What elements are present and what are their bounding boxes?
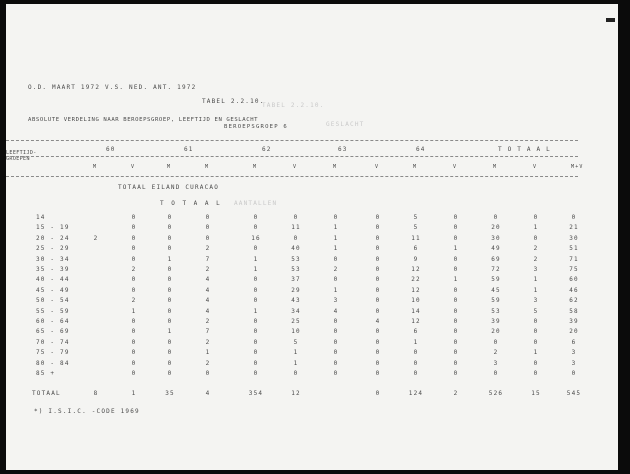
sub-header-11: V <box>533 164 538 170</box>
table-cell: 0 <box>533 359 539 367</box>
table-row <box>6 297 616 307</box>
totals-cell: 4 <box>205 390 211 397</box>
table-cell: 0 <box>131 370 137 377</box>
table-cell: 1 <box>167 328 173 336</box>
table-cell: 0 <box>131 276 137 284</box>
table-cell: 0 <box>333 214 339 221</box>
table-cell: 59 <box>491 276 501 284</box>
table-cell: 7 <box>205 328 211 336</box>
table-cell: 0 <box>533 328 539 336</box>
footnote: *) I.S.I.C. -CODE 1969 <box>34 408 140 415</box>
table-cell: 12 <box>411 266 421 273</box>
table-cell: 0 <box>375 370 381 377</box>
table-row <box>6 266 616 276</box>
table-cell: 0 <box>453 224 459 232</box>
totals-label: TOTAAL <box>32 390 61 397</box>
table-cell: 0 <box>571 370 577 377</box>
table-cell: 1 <box>453 245 459 253</box>
table-cell: 0 <box>413 349 419 357</box>
table-cell: 1 <box>533 276 539 284</box>
table-cell: 1 <box>167 255 173 263</box>
row-label: 45 - 49 <box>36 286 70 294</box>
row-label: 85 + <box>36 370 56 377</box>
table-cell: 59 <box>491 297 501 305</box>
table-cell: 0 <box>167 318 173 325</box>
table-cell: 71 <box>569 255 579 263</box>
table-cell: 0 <box>453 370 459 377</box>
table-cell: 0 <box>167 370 173 377</box>
table-cell: 58 <box>569 307 579 315</box>
row-label: 20 - 24 <box>36 234 70 242</box>
table-cell: 5 <box>293 338 299 346</box>
table-cell: 0 <box>453 359 459 367</box>
total-island-label: TOTAAL EILAND CURACAO <box>118 184 220 191</box>
table-cell: 3 <box>571 359 577 367</box>
totals-cell: 2 <box>453 390 459 397</box>
table-cell: 3 <box>533 297 539 305</box>
table-cell: 1 <box>293 359 299 367</box>
table-cell: 0 <box>205 234 211 242</box>
table-cell: 0 <box>375 255 381 263</box>
totals-cell: 545 <box>566 390 582 397</box>
table-cell: 0 <box>375 234 381 242</box>
table-cell: 0 <box>375 359 381 367</box>
table-cell: 0 <box>167 245 173 253</box>
table-cell: 5 <box>413 224 419 232</box>
table-cell: 0 <box>375 307 381 315</box>
table-cell: 4 <box>205 307 211 315</box>
table-cell: 12 <box>411 286 421 294</box>
table-cell: 0 <box>413 359 419 367</box>
table-cell: 0 <box>131 234 137 242</box>
table-cell: 29 <box>291 286 301 294</box>
table-cell: 0 <box>253 297 259 305</box>
table-cell: 1 <box>533 224 539 232</box>
table-cell: 3 <box>333 297 339 305</box>
table-cell: 5 <box>413 214 419 221</box>
totals-cell: 1 <box>131 390 137 397</box>
row-label-header-line2: GROEPEN <box>6 156 30 162</box>
table-cell: 2 <box>533 255 539 263</box>
header-rule-mid <box>6 156 578 157</box>
sub-header-7: V <box>375 164 380 170</box>
table-number-ghost: TABEL 2.2.10. <box>262 102 325 109</box>
table-cell: 16 <box>251 234 261 242</box>
scanned-page <box>6 4 618 470</box>
table-cell: 0 <box>571 214 577 221</box>
group-61: 61 <box>184 146 194 153</box>
table-cell: 0 <box>205 224 211 232</box>
table-cell: 0 <box>375 349 381 357</box>
table-cell: 0 <box>375 328 381 336</box>
table-cell: 3 <box>533 266 539 273</box>
table-cell: 0 <box>493 338 499 346</box>
table-cell: 0 <box>533 370 539 377</box>
table-cell: 1 <box>453 276 459 284</box>
table-cell: 11 <box>291 224 301 232</box>
table-cell: 0 <box>453 286 459 294</box>
table-cell: 0 <box>253 349 259 357</box>
table-cell: 0 <box>167 276 173 284</box>
table-cell: 60 <box>569 276 579 284</box>
totals-cell: 35 <box>165 390 175 397</box>
table-cell: 0 <box>167 214 173 221</box>
table-cell: 0 <box>413 370 419 377</box>
table-cell: 53 <box>291 266 301 273</box>
table-cell: 45 <box>491 286 501 294</box>
table-cell: 0 <box>131 224 137 232</box>
table-cell: 53 <box>491 307 501 315</box>
table-cell: 22 <box>411 276 421 284</box>
header-rule-top <box>6 140 578 141</box>
sub-header-9: V <box>453 164 458 170</box>
totals-cell: 0 <box>375 390 381 397</box>
table-cell: 0 <box>493 214 499 221</box>
table-title-ghost: GESLACHT <box>326 121 365 128</box>
table-cell: 4 <box>375 318 381 325</box>
section-ghost: AANTALLEN <box>234 200 278 207</box>
table-cell: 14 <box>411 307 421 315</box>
table-cell: 20 <box>491 328 501 336</box>
table-cell: 0 <box>333 349 339 357</box>
table-cell: 0 <box>333 338 339 346</box>
table-cell: 72 <box>491 266 501 273</box>
table-cell: 1 <box>205 349 211 357</box>
sub-header-0: M <box>93 164 98 170</box>
table-cell: 12 <box>411 318 421 325</box>
row-label: 80 - 84 <box>36 359 70 367</box>
table-subtitle: BEROEPSGROEP 6 <box>224 124 288 130</box>
table-cell: 0 <box>253 359 259 367</box>
table-cell: 0 <box>167 266 173 273</box>
row-label: 65 - 69 <box>36 328 70 336</box>
totals-cell: 8 <box>93 390 99 397</box>
table-cell: 5 <box>533 307 539 315</box>
table-cell: 0 <box>333 276 339 284</box>
table-cell: 1 <box>253 307 259 315</box>
table-cell: 0 <box>375 297 381 305</box>
table-cell: 0 <box>131 338 137 346</box>
table-cell: 2 <box>93 234 99 242</box>
totals-cell: 124 <box>408 390 424 397</box>
table-cell: 0 <box>453 297 459 305</box>
table-cell: 25 <box>291 318 301 325</box>
table-cell: 1 <box>131 307 137 315</box>
table-cell: 0 <box>167 234 173 242</box>
table-cell: 0 <box>453 255 459 263</box>
row-label: 50 - 54 <box>36 297 70 305</box>
table-cell: 0 <box>167 349 173 357</box>
row-label: 70 - 74 <box>36 338 70 346</box>
table-cell: 0 <box>375 338 381 346</box>
table-cell: 0 <box>333 328 339 336</box>
table-cell: 2 <box>493 349 499 357</box>
table-cell: 0 <box>167 338 173 346</box>
table-cell: 20 <box>491 224 501 232</box>
table-cell: 1 <box>533 349 539 357</box>
table-cell: 0 <box>205 214 211 221</box>
row-label: 30 - 34 <box>36 255 70 263</box>
totals-cell: 354 <box>248 390 264 397</box>
table-cell: 6 <box>571 338 577 346</box>
table-cell: 0 <box>167 297 173 305</box>
table-cell: 0 <box>167 359 173 367</box>
sub-header-1: V <box>131 164 136 170</box>
table-cell: 53 <box>291 255 301 263</box>
table-cell: 7 <box>205 255 211 263</box>
row-label: 75 - 79 <box>36 349 70 357</box>
row-label: 60 - 64 <box>36 318 70 325</box>
table-cell: 75 <box>569 266 579 273</box>
table-cell: 0 <box>333 370 339 377</box>
scan-edge-mark <box>606 18 615 22</box>
sub-header-8: M <box>413 164 418 170</box>
totals-cell: 526 <box>488 390 504 397</box>
table-cell: 0 <box>533 338 539 346</box>
table-cell: 1 <box>253 255 259 263</box>
table-cell: 0 <box>453 307 459 315</box>
group-64: 64 <box>416 146 426 153</box>
table-cell: 30 <box>491 234 501 242</box>
totals-cell: 12 <box>291 390 301 397</box>
table-cell: 10 <box>291 328 301 336</box>
sub-header-2: M <box>167 164 172 170</box>
table-cell: 49 <box>491 245 501 253</box>
table-cell: 0 <box>167 286 173 294</box>
sub-header-3: M <box>205 164 210 170</box>
table-cell: 1 <box>293 349 299 357</box>
row-label: 55 - 59 <box>36 307 70 315</box>
table-cell: 0 <box>533 318 539 325</box>
table-cell: 43 <box>291 297 301 305</box>
table-cell: 0 <box>375 245 381 253</box>
table-cell: 0 <box>131 255 137 263</box>
table-cell: 2 <box>533 245 539 253</box>
row-label: 15 - 19 <box>36 224 70 232</box>
table-cell: 34 <box>291 307 301 315</box>
table-cell: 1 <box>333 224 339 232</box>
table-cell: 0 <box>375 286 381 294</box>
table-cell: 46 <box>569 286 579 294</box>
totals-cell: 15 <box>531 390 541 397</box>
table-row <box>6 245 616 255</box>
sub-header-4: M <box>253 164 258 170</box>
table-cell: 0 <box>293 234 299 242</box>
table-cell: 1 <box>333 245 339 253</box>
table-cell: 1 <box>333 286 339 294</box>
table-row <box>6 276 616 286</box>
table-cell: 1 <box>253 266 259 273</box>
table-cell: 4 <box>205 276 211 284</box>
row-label: 40 - 44 <box>36 276 70 284</box>
table-cell: 0 <box>131 359 137 367</box>
table-cell: 0 <box>453 214 459 221</box>
table-cell: 69 <box>491 255 501 263</box>
table-row <box>6 224 616 234</box>
group-62: 62 <box>262 146 272 153</box>
table-cell: 62 <box>569 297 579 305</box>
table-cell: 0 <box>375 224 381 232</box>
table-row <box>6 214 616 224</box>
group-60: 60 <box>106 146 116 153</box>
table-cell: 0 <box>453 338 459 346</box>
table-row <box>6 308 616 318</box>
table-cell: 0 <box>453 318 459 325</box>
table-cell: 6 <box>413 245 419 253</box>
table-cell: 0 <box>533 214 539 221</box>
table-cell: 0 <box>375 276 381 284</box>
table-cell: 11 <box>411 234 421 242</box>
table-cell: 21 <box>569 224 579 232</box>
sub-header-12: M+V <box>571 164 584 170</box>
table-cell: 0 <box>453 349 459 357</box>
table-cell: 3 <box>493 359 499 367</box>
row-label-header-line1: LEEFTIJD- <box>6 150 37 156</box>
table-cell: 1 <box>533 286 539 294</box>
table-cell: 10 <box>411 297 421 305</box>
table-cell: 0 <box>253 338 259 346</box>
table-cell: 0 <box>131 214 137 221</box>
header-rule-bottom <box>6 176 578 177</box>
table-cell: 0 <box>253 370 259 377</box>
row-label: 14 <box>36 214 46 221</box>
table-cell: 0 <box>131 328 137 336</box>
row-label: 35 - 39 <box>36 266 70 273</box>
table-row <box>6 235 616 245</box>
table-cell: 0 <box>131 245 137 253</box>
table-cell: 3 <box>571 349 577 357</box>
table-cell: 2 <box>131 266 137 273</box>
table-cell: 2 <box>205 245 211 253</box>
table-cell: 0 <box>453 234 459 242</box>
group-63: 63 <box>338 146 348 153</box>
table-cell: 0 <box>333 318 339 325</box>
table-cell: 39 <box>491 318 501 325</box>
table-cell: 1 <box>333 234 339 242</box>
table-cell: 37 <box>291 276 301 284</box>
table-cell: 0 <box>375 266 381 273</box>
sub-header-10: M <box>493 164 498 170</box>
table-row <box>6 256 616 266</box>
table-cell: 30 <box>569 234 579 242</box>
sub-header-5: V <box>293 164 298 170</box>
section-label: T O T A A L <box>160 200 222 207</box>
table-cell: 0 <box>333 255 339 263</box>
table-row <box>6 318 616 328</box>
group-totaal: T O T A A L <box>498 146 551 153</box>
table-cell: 1 <box>413 338 419 346</box>
table-cell: 51 <box>569 245 579 253</box>
table-cell: 0 <box>253 318 259 325</box>
table-cell: 2 <box>333 266 339 273</box>
source-line: O.D. MAART 1972 V.S. NED. ANT. 1972 <box>28 84 197 91</box>
table-cell: 6 <box>413 328 419 336</box>
table-row <box>6 349 616 359</box>
table-cell: 2 <box>205 318 211 325</box>
table-row <box>6 287 616 297</box>
table-cell: 9 <box>413 255 419 263</box>
table-row <box>6 339 616 349</box>
sub-header-6: M <box>333 164 338 170</box>
table-cell: 2 <box>205 338 211 346</box>
table-row <box>6 328 616 338</box>
table-cell: 0 <box>253 276 259 284</box>
table-row <box>6 360 616 370</box>
table-cell: 40 <box>291 245 301 253</box>
table-cell: 0 <box>167 307 173 315</box>
table-cell: 0 <box>253 214 259 221</box>
table-cell: 2 <box>205 266 211 273</box>
table-cell: 0 <box>131 286 137 294</box>
table-row <box>6 370 616 380</box>
totals-row <box>6 390 616 400</box>
table-cell: 0 <box>293 214 299 221</box>
table-cell: 2 <box>205 359 211 367</box>
table-cell: 0 <box>253 286 259 294</box>
table-cell: 4 <box>205 297 211 305</box>
table-cell: 0 <box>253 224 259 232</box>
table-cell: 0 <box>493 370 499 377</box>
table-cell: 0 <box>253 245 259 253</box>
table-cell: 4 <box>205 286 211 294</box>
table-cell: 0 <box>293 370 299 377</box>
table-cell: 0 <box>533 234 539 242</box>
table-cell: 0 <box>131 318 137 325</box>
table-cell: 0 <box>131 349 137 357</box>
table-cell: 2 <box>131 297 137 305</box>
table-cell: 0 <box>253 328 259 336</box>
table-title: ABSOLUTE VERDELING NAAR BEROEPSGROEP, LEEFTIJD EN GESLACHT <box>28 117 259 123</box>
row-label: 25 - 29 <box>36 245 70 253</box>
table-cell: 20 <box>569 328 579 336</box>
table-cell: 0 <box>453 266 459 273</box>
table-cell: 0 <box>167 224 173 232</box>
table-cell: 0 <box>453 328 459 336</box>
table-cell: 0 <box>333 359 339 367</box>
table-number: TABEL 2.2.10. <box>202 98 265 105</box>
table-cell: 4 <box>333 307 339 315</box>
table-cell: 39 <box>569 318 579 325</box>
table-cell: 0 <box>205 370 211 377</box>
table-cell: 0 <box>375 214 381 221</box>
